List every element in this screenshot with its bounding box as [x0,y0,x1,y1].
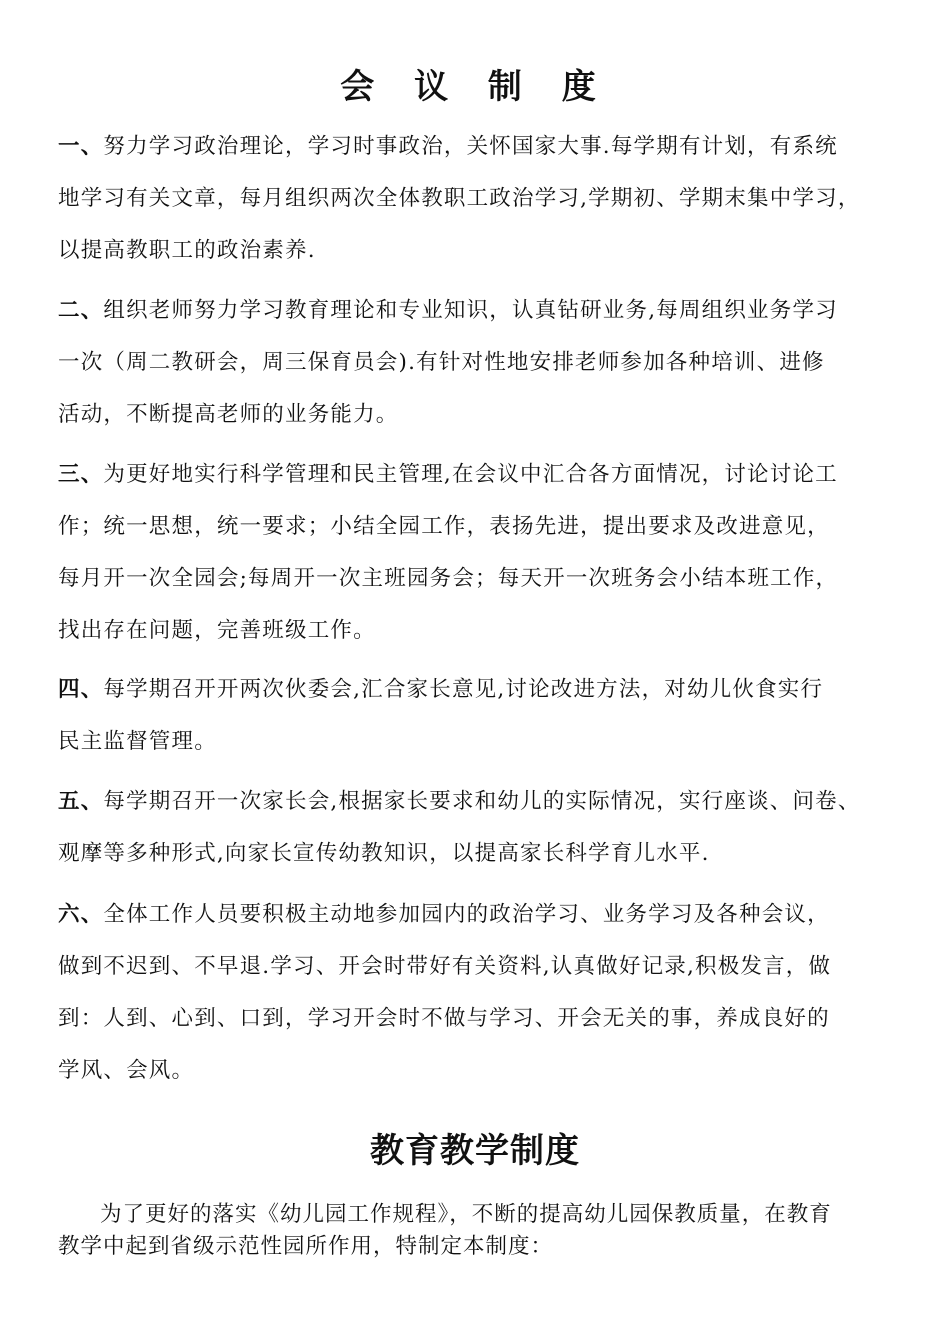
paragraph-line: 为了更好的落实《幼儿园工作规程》，不断的提高幼儿园保教质量，在教育 [100,1202,832,1227]
item-number: 三、 [58,462,104,487]
meeting-rule-5 [58,776,903,880]
paragraph-line: 民主监督管理。 [58,729,217,754]
item-number: 二、 [58,298,104,323]
line-text: 组织老师努力学习教育理论和专业知识，认真钻研业务,每周组织业务学习 [103,298,838,323]
paragraph-line: 以提高教职工的政治素养. [58,238,316,263]
line-text: 每学期召开开两次伙委会,汇合家长意见,讨论改进方法，对幼儿伙食实行 [103,677,824,702]
paragraph-line [58,664,903,716]
line-text: 每学期召开一次家长会,根据家长要求和幼儿的实际情况，实行座谈、问卷、 [103,789,861,814]
line-text: 为更好地实行科学管理和民主管理,在会议中汇合各方面情况，讨论讨论工 [103,462,838,487]
paragraph-line: 地学习有关文章，每月组织两次全体教职工政治学习,学期初、学期末集中学习， [58,186,861,211]
paragraph-line: 作；统一思想，统一要求；小结全园工作，表扬先进，提出要求及改进意见， [58,514,830,539]
paragraph-line: 观摩等多种形式,向家长宣传幼教知识，以提高家长科学育儿水平. [58,841,710,866]
paragraph-line: 到：人到、心到、口到，学习开会时不做与学习、开会无关的事，养成良好的 [58,1006,830,1031]
paragraph-line [58,449,903,501]
section-title: 教育教学制度 [370,1131,580,1171]
item-number: 六、 [58,902,104,927]
paragraph-line [58,776,903,828]
paragraph-line [58,121,903,173]
line-text: 全体工作人员要积极主动地参加园内的政治学习、业务学习及各种会议， [103,902,830,927]
paragraph-line: 学风、会风。 [58,1058,195,1083]
meeting-rule-4 [58,664,903,768]
item-number: 四、 [58,677,104,702]
item-number: 一、 [58,134,104,159]
intro-paragraph [58,1199,903,1263]
paragraph-line: 教学中起到省级示范性园所作用，特制定本制度： [58,1234,554,1259]
paragraph-line: 找出存在问题，完善班级工作。 [58,618,376,643]
paragraph-line: 每月开一次全园会;每周开一次主班园务会；每天开一次班务会小结本班工作， [58,566,839,591]
paragraph-line: 活动，不断提高老师的业务能力。 [58,402,399,427]
paragraph-line: 一次（周二教研会，周三保育员会).有针对性地安排老师参加各种培训、进修 [58,350,825,375]
meeting-rule-6 [58,889,903,1097]
meeting-rule-1 [58,121,903,277]
line-text: 努力学习政治理论，学习时事政治，关怀国家大事.每学期有计划，有系统 [103,134,838,159]
meeting-rule-3 [58,449,903,657]
paragraph-line [58,889,903,941]
paragraph-line [58,285,903,337]
page-title: 会 议 制 度 [340,67,610,107]
item-number: 五、 [58,789,104,814]
meeting-rule-2 [58,285,903,441]
paragraph-line: 做到不迟到、不早退.学习、开会时带好有关资料,认真做好记录,积极发言，做 [58,954,832,979]
